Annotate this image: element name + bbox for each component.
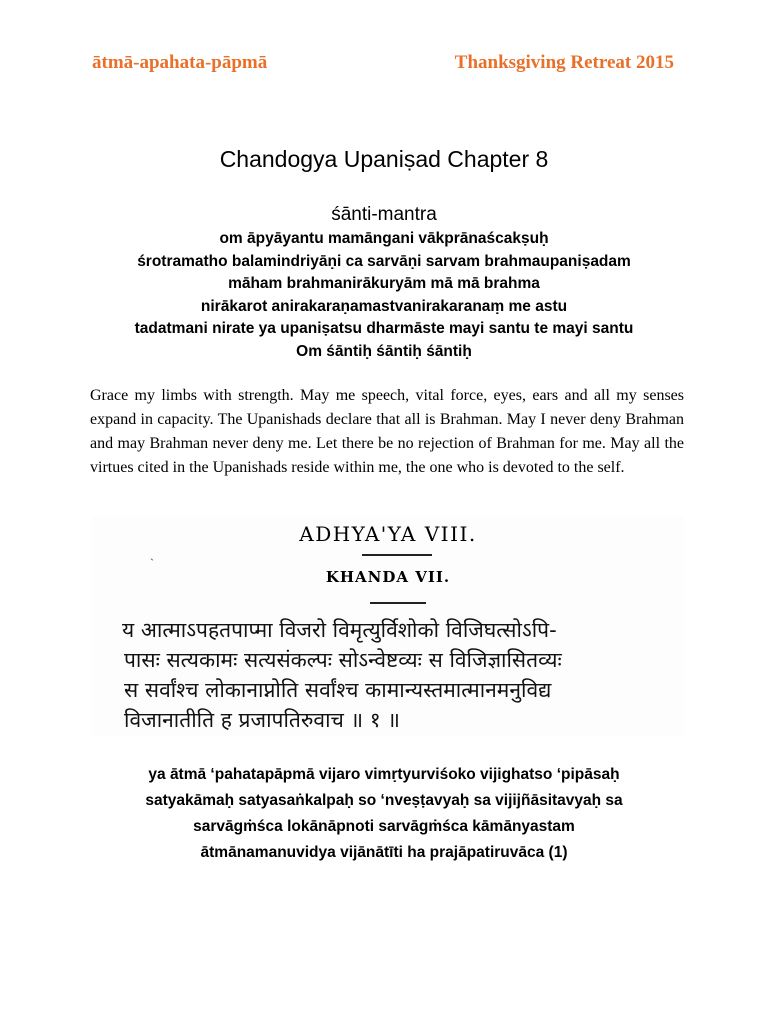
shanti-mantra-block [0, 204, 768, 363]
divider [370, 602, 426, 604]
mantra-line: māham brahmanirākuryām mā mā brahma [228, 275, 540, 292]
sanskrit-line: पासः सत्यकामः सत्यसंकल्पः सोऽन्वेष्टव्यः स विजिज्ञासितव्यः [124, 648, 562, 672]
mantra-line: nirākarot anirakaraṇamastvanirakaranaṃ me astu [200, 297, 568, 315]
mantra-line: om āpyāyantu mamāngani vākprānaścakṣuḥ [219, 230, 549, 247]
scanned-sanskrit-image [92, 516, 684, 736]
mantra-line: Om śāntiḥ śāntiḥ śāntiḥ [296, 342, 472, 360]
header-right-title: Thanksgiving Retreat 2015 [454, 52, 674, 73]
sanskrit-line: स सर्वांश्च लोकानाप्नोति सर्वांश्च कामान्यस्तमात्मानमनुविद्य [124, 678, 552, 702]
sanskrit-line: विजानातीति ह प्रजापतिरुवाच ॥ १ ॥ [124, 708, 400, 732]
transliteration-line: satyakāmaḥ satyasaṅkalpaḥ so ‘nveṣṭavyaḥ sa vijijñāsitavyaḥ sa [145, 792, 623, 809]
page-title: Chandogya Upaniṣad Chapter 8 [219, 146, 549, 172]
sanskrit-line: य आत्माऽपहतपाप्मा विजरो विमृत्युर्विशोको विजिघत्सोऽपि- [122, 618, 557, 642]
divider [362, 554, 432, 556]
translation-paragraph: Grace my limbs with strength. May me speech, vital force, eyes, ears and all my senses expand in capacity. The Upanishads declare that all is Brahman. May I never deny Brahman and may Brahman never deny me. Let there be no rejection of Brahman for me. May all the virtues cited in the Upanishads reside within me, the one who is devoted to the self. [90, 387, 684, 476]
transliteration-line: ya ātmā ‘pahatapāpmā vijaro vimṛtyurviśoko vijighatso ‘pipāsaḥ [148, 766, 620, 783]
transliteration-line: ātmānamanuvidya vijānātīti ha prajāpatiruvāca (1) [200, 844, 568, 861]
khanda-heading: KHANDA VII. [325, 568, 451, 586]
speck: ` [150, 556, 154, 570]
mantra-line: śrotramatho balamindriyāṇi ca sarvāṇi sarvam brahmaupaniṣadam [137, 252, 631, 270]
mantra-line: tadatmani nirate ya upaniṣatsu dharmāste mayi santu te mayi santu [134, 320, 634, 337]
header-left-title: ātmā-apahata-pāpmā [92, 52, 268, 73]
transliteration-block [0, 762, 768, 866]
adhyaya-heading: ADHYA'YA VIII. [299, 522, 477, 546]
shanti-mantra-heading: śānti-mantra [331, 204, 437, 225]
transliteration-line: sarvāgṁśca lokānāpnoti sarvāgṁśca kāmānyastam [193, 818, 575, 835]
